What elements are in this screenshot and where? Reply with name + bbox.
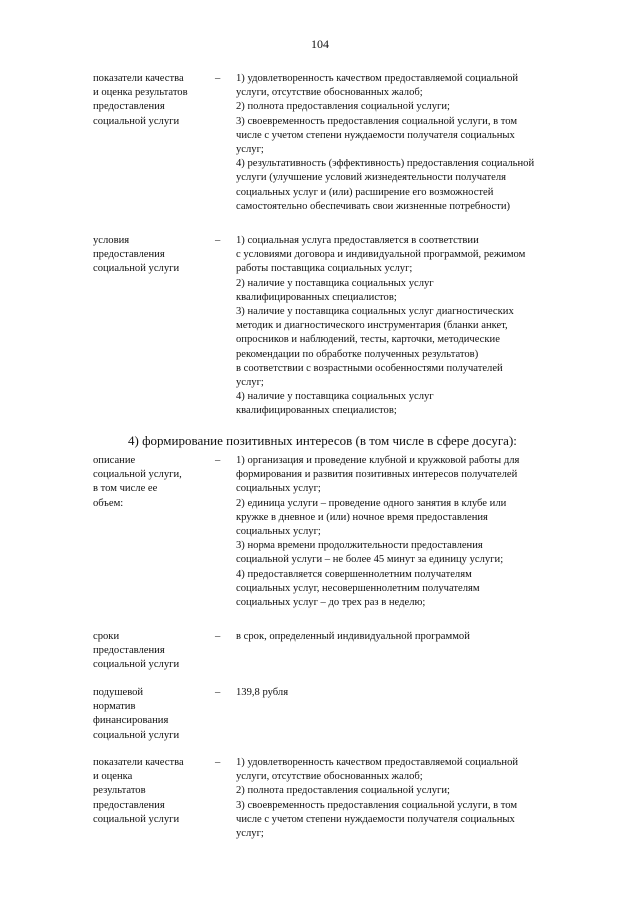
- value-line: рекомендации по обработке полученных результатов): [236, 348, 479, 360]
- value-line: 139,8 рубля: [236, 687, 289, 698]
- label-line: норматив: [93, 701, 136, 713]
- value-line: социальных услуг и (или) расширение его возможностей: [236, 186, 494, 198]
- label-line: социальной услуги: [93, 263, 180, 275]
- row-value: [236, 756, 592, 841]
- value-line: социальных услуг;: [236, 526, 321, 538]
- label-line: показатели качества: [93, 73, 184, 84]
- value-line: 3) наличие у поставщика социальных услуг диагностических: [236, 306, 514, 318]
- label-line: социальной услуги,: [93, 469, 182, 481]
- row-value: [236, 72, 592, 214]
- row-label: [93, 234, 211, 277]
- value-line: социальной услуги – не более 45 минут за единицу услуги;: [236, 554, 504, 566]
- label-line: социальной услуги: [93, 115, 180, 127]
- value-line: числе с учетом степени нуждаемости получателя социальных: [236, 813, 515, 825]
- label-line: предоставления: [93, 249, 165, 261]
- label-line: сроки: [93, 631, 120, 642]
- value-line: кружке в дневное и (или) ночное время предоставления: [236, 511, 488, 523]
- value-line: услуг;: [236, 377, 264, 389]
- value-line: 1) удовлетворенность качеством предоставляемой социальной: [236, 757, 519, 768]
- value-line: опросников и наблюдений, тесты, карточки, методические: [236, 334, 500, 346]
- value-line: 2) единица услуги – проведение одного занятия в клубе или: [236, 497, 507, 509]
- row-label: [93, 72, 211, 129]
- label-line: описание: [93, 455, 136, 466]
- value-line: квалифицированных специалистов;: [236, 291, 397, 303]
- value-line: 4) результативность (эффективность) предоставления социальной: [236, 158, 535, 170]
- label-line: социальной услуги: [93, 813, 180, 825]
- value-line: 3) норма времени продолжительности предоставления: [236, 540, 483, 552]
- value-line: 1) организация и проведение клубной и кружковой работы для: [236, 455, 520, 466]
- value-line: услуги, отсутствие обоснованных жалоб;: [236, 87, 423, 99]
- row-dash: –: [215, 455, 221, 466]
- value-line: услуги (улучшение условий жизнедеятельности получателя: [236, 172, 506, 184]
- value-line: с условиями договора и индивидуальной программой, режимом: [236, 249, 526, 261]
- label-line: в том числе ее: [93, 483, 158, 495]
- row-dash: –: [215, 687, 221, 698]
- value-line: услуг;: [236, 828, 264, 840]
- value-line: 2) наличие у поставщика социальных услуг: [236, 277, 434, 289]
- row-label: [93, 756, 211, 827]
- value-line: социальных услуг – до трех раз в неделю;: [236, 597, 426, 609]
- value-line: социальных услуг, несовершеннолетним получателям: [236, 582, 480, 594]
- value-line: методик и диагностического инструментария (бланки анкет,: [236, 320, 508, 332]
- label-line: социальной услуги: [93, 659, 180, 671]
- label-line: и оценка: [93, 771, 133, 783]
- label-line: объем:: [93, 497, 124, 509]
- row-label: [93, 686, 211, 743]
- page-number: 104: [311, 37, 329, 51]
- value-line: самостоятельно обеспечивать свои жизненные потребности): [236, 200, 511, 212]
- label-line: предоставления: [93, 799, 165, 811]
- row-label: [93, 454, 211, 511]
- label-line: предоставления: [93, 101, 165, 113]
- label-line: и оценка результатов: [93, 87, 188, 99]
- value-line: социальных услуг;: [236, 483, 321, 495]
- value-line: 4) предоставляется совершеннолетним получателям: [236, 568, 472, 580]
- row-label: [93, 630, 211, 673]
- label-line: социальной услуги: [93, 729, 180, 741]
- value-line: 1) удовлетворенность качеством предоставляемой социальной: [236, 73, 519, 84]
- label-line: результатов: [93, 785, 146, 797]
- row-dash: –: [215, 631, 221, 642]
- row-dash: –: [215, 235, 221, 246]
- label-line: предоставления: [93, 645, 165, 657]
- value-line: работы поставщика социальных услуг;: [236, 263, 413, 275]
- row-value: [236, 686, 592, 700]
- label-line: условия: [93, 235, 130, 246]
- value-line: услуги, отсутствие обоснованных жалоб;: [236, 771, 423, 783]
- row-value: [236, 630, 592, 644]
- value-line: числе с учетом степени нуждаемости получателя социальных: [236, 129, 515, 141]
- value-line: 2) полнота предоставления социальной услуги;: [236, 101, 450, 113]
- value-line: 1) социальная услуга предоставляется в соответствии: [236, 235, 479, 246]
- value-line: услуг;: [236, 144, 264, 156]
- row-dash: –: [215, 757, 221, 768]
- value-line: 3) своевременность предоставления социальной услуги, в том: [236, 115, 518, 127]
- value-line: в срок, определенный индивидуальной программой: [236, 631, 470, 642]
- row-value: [236, 234, 592, 419]
- label-line: финансирования: [93, 715, 169, 727]
- section-heading: 4) формирование позитивных интересов (в том числе в сфере досуга):: [128, 433, 517, 448]
- row-value: [236, 454, 592, 610]
- value-line: 3) своевременность предоставления социальной услуги, в том: [236, 799, 518, 811]
- value-line: 2) полнота предоставления социальной услуги;: [236, 785, 450, 797]
- value-line: 4) наличие у поставщика социальных услуг: [236, 391, 434, 403]
- value-line: квалифицированных специалистов;: [236, 405, 397, 417]
- value-line: формирования и развития позитивных интересов получателей: [236, 469, 518, 481]
- label-line: показатели качества: [93, 757, 184, 768]
- value-line: в соответствии с возрастными особенностями получателей: [236, 362, 503, 374]
- row-dash: –: [215, 73, 221, 84]
- label-line: подушевой: [93, 687, 144, 698]
